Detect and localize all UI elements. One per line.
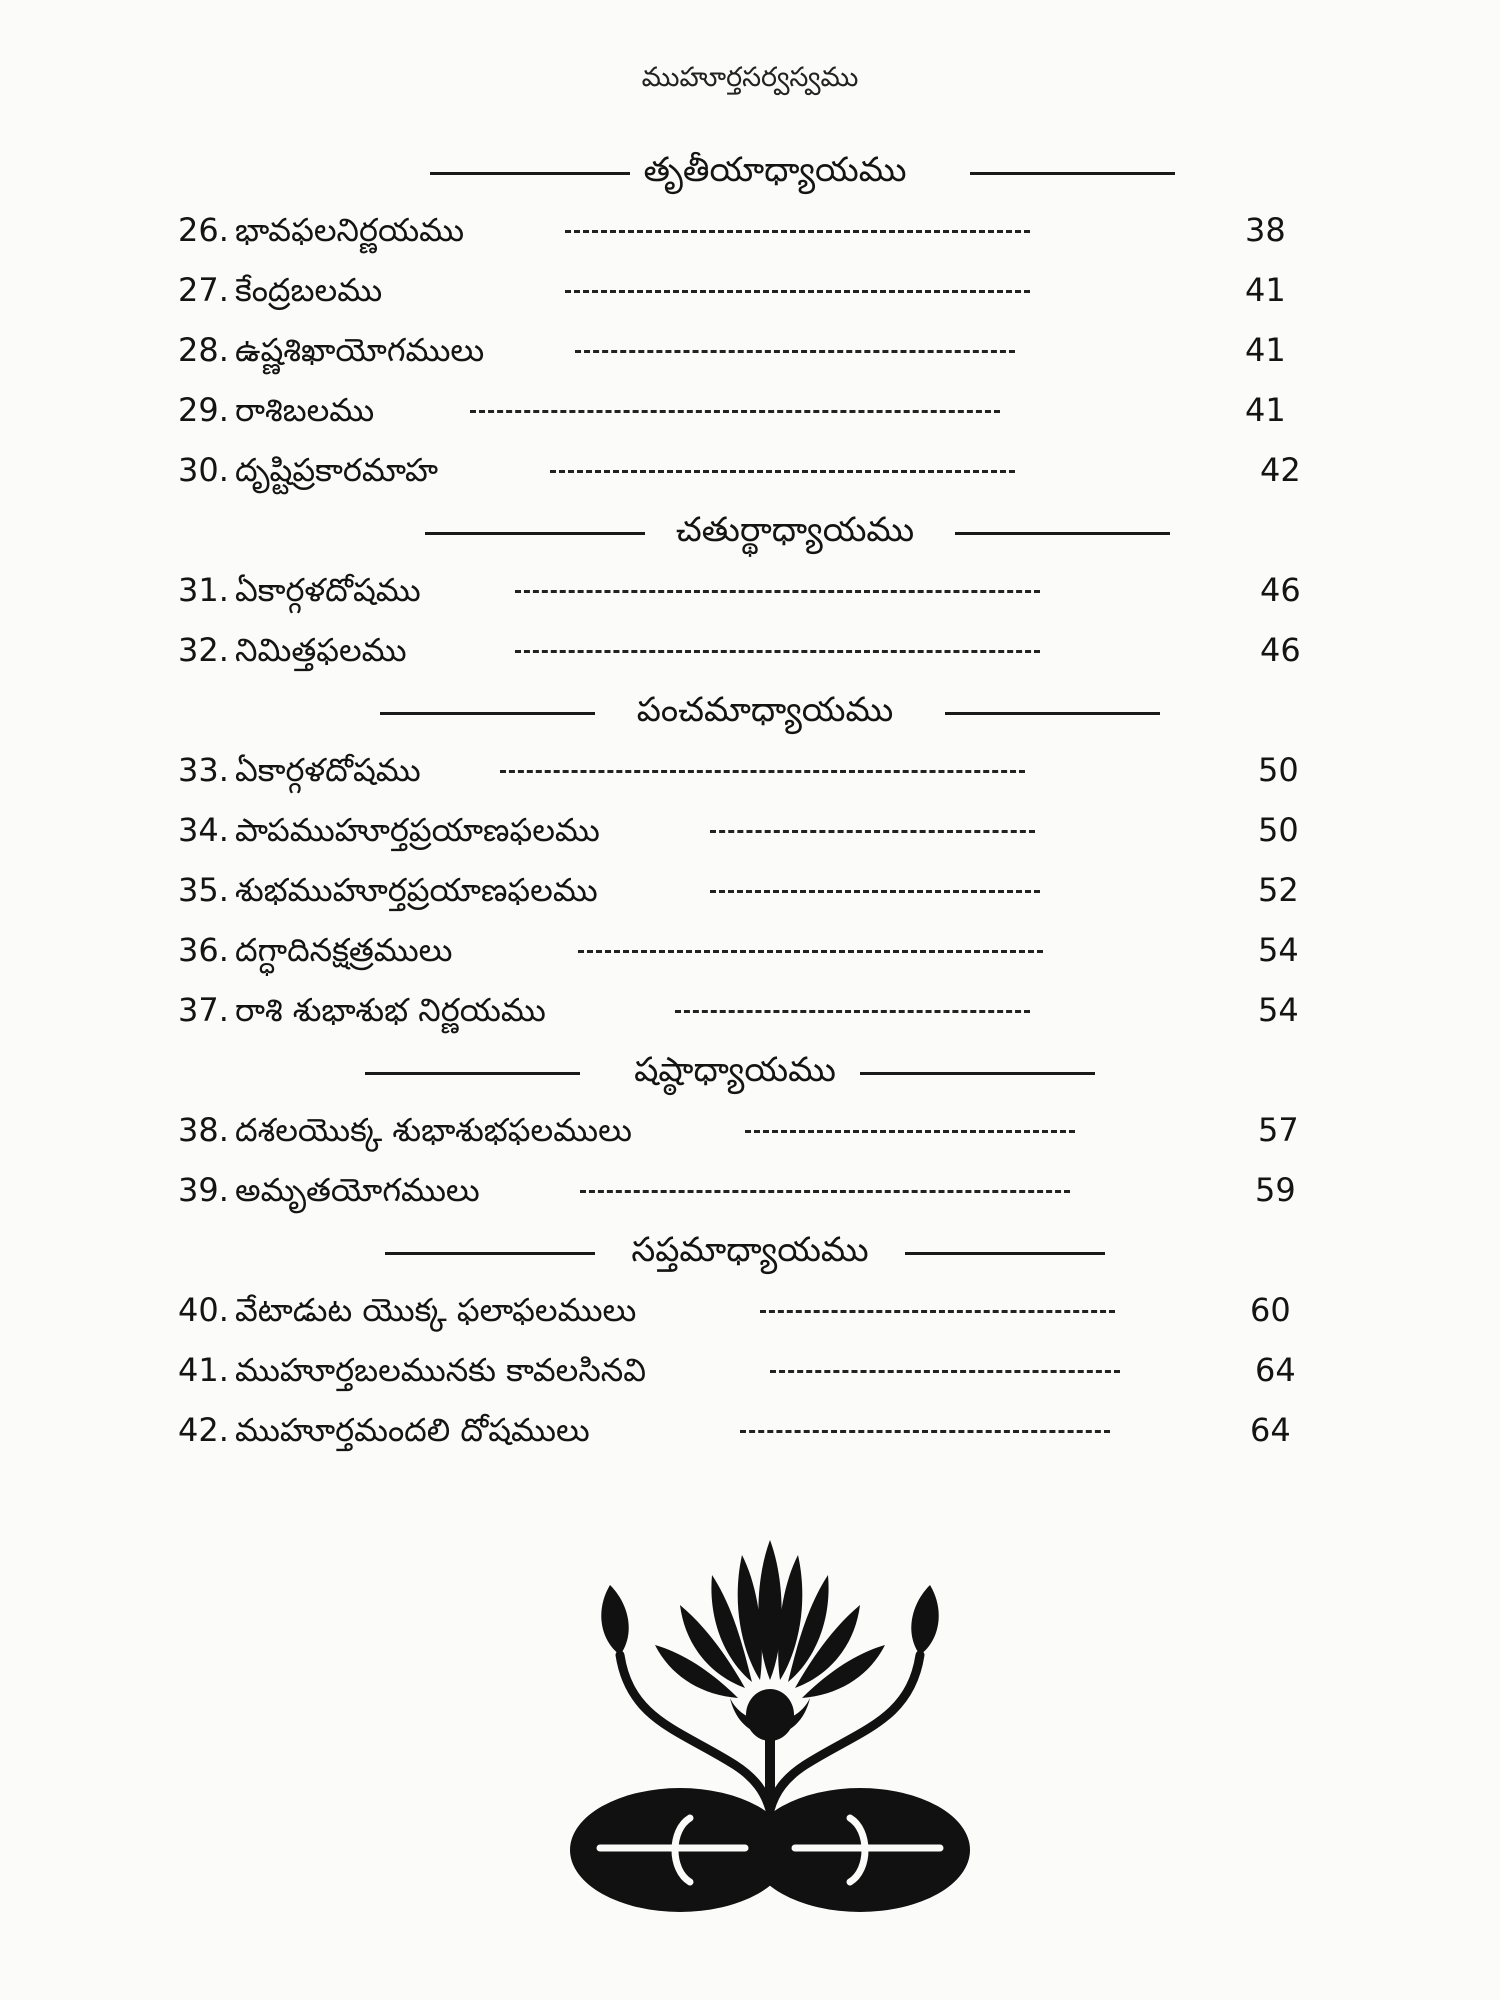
toc-entry[interactable] [0, 1350, 1500, 1406]
toc-entry[interactable] [0, 450, 1500, 506]
entry-number: 42. [178, 1411, 229, 1449]
dot-leader [578, 950, 1043, 953]
entry-title: దశలయొక్క శుభాశుభఫలములు [235, 1111, 632, 1149]
section-title: తృతీయాధ్యాయము [643, 150, 907, 190]
dot-leader [515, 590, 1040, 593]
section-heading [0, 150, 1500, 206]
dash-right [970, 172, 1175, 175]
entry-title: శుభముహూర్తప్రయాణఫలము [235, 871, 598, 909]
entry-title: ముహూర్తమందలి దోషములు [235, 1411, 590, 1449]
toc-entry[interactable] [0, 630, 1500, 686]
entry-number: 39. [178, 1171, 229, 1209]
entry-title: రాశిబలము [235, 391, 375, 429]
entry-title: భావఫలనిర్ణయము [235, 211, 465, 249]
entry-number: 33. [178, 751, 229, 789]
entry-title: కేంద్రబలము [235, 271, 383, 309]
entry-title: ఏకార్గళదోషము [235, 751, 421, 789]
dot-leader [470, 410, 1000, 413]
toc-entry[interactable] [0, 990, 1500, 1046]
dash-right [955, 532, 1170, 535]
page-number: 42 [1260, 451, 1301, 489]
section-title: పంచమాధ్యాయము [636, 690, 894, 730]
dot-leader [770, 1370, 1120, 1373]
entry-number: 35. [178, 871, 229, 909]
entry-title: నిమిత్తఫలము [235, 631, 407, 669]
section-title: చతుర్థాధ్యాయము [675, 510, 915, 550]
toc-entry[interactable] [0, 570, 1500, 626]
entry-number: 36. [178, 931, 229, 969]
entry-title: పాపముహూర్తప్రయాణఫలము [235, 811, 600, 849]
dash-left [365, 1072, 580, 1075]
section-heading [0, 690, 1500, 746]
entry-number: 26. [178, 211, 229, 249]
toc-entry[interactable] [0, 270, 1500, 326]
dash-left [380, 712, 595, 715]
entry-title: దృష్టిప్రకారమాహ [235, 451, 439, 489]
entry-number: 34. [178, 811, 229, 849]
dot-leader [760, 1310, 1115, 1313]
page-number: 50 [1258, 811, 1299, 849]
entry-title: వేటాడుట యొక్క ఫలాఫలములు [235, 1291, 637, 1329]
page-number: 41 [1245, 391, 1286, 429]
dash-right [860, 1072, 1095, 1075]
page-number: 57 [1258, 1111, 1299, 1149]
page-number: 50 [1258, 751, 1299, 789]
dash-left [385, 1252, 595, 1255]
section-heading [0, 510, 1500, 566]
table-of-contents [0, 150, 1500, 1450]
section-title: షష్ఠాధ్యాయము [634, 1050, 836, 1090]
toc-entry[interactable] [0, 210, 1500, 266]
dot-leader [675, 1010, 1030, 1013]
toc-entry[interactable] [0, 1170, 1500, 1226]
section-heading [0, 1050, 1500, 1106]
entry-title: ఏకార్గళదోషము [235, 571, 421, 609]
page-number: 59 [1255, 1171, 1296, 1209]
page-number: 54 [1258, 991, 1299, 1029]
dash-left [425, 532, 645, 535]
toc-entry[interactable] [0, 330, 1500, 386]
dot-leader [710, 830, 1035, 833]
page-number: 38 [1245, 211, 1286, 249]
entry-number: 32. [178, 631, 229, 669]
entry-number: 30. [178, 451, 229, 489]
page-number: 41 [1245, 331, 1286, 369]
toc-entry[interactable] [0, 1110, 1500, 1166]
dot-leader [580, 1190, 1070, 1193]
toc-entry[interactable] [0, 1290, 1500, 1346]
page-number: 52 [1258, 871, 1299, 909]
entry-number: 31. [178, 571, 229, 609]
toc-entry[interactable] [0, 390, 1500, 446]
page-number: 64 [1255, 1351, 1296, 1389]
entry-number: 29. [178, 391, 229, 429]
toc-entry[interactable] [0, 810, 1500, 866]
page-number: 54 [1258, 931, 1299, 969]
running-header: ముహూర్తసర్వస్వము [641, 62, 859, 93]
dash-right [905, 1252, 1105, 1255]
page-number: 46 [1260, 631, 1301, 669]
entry-number: 27. [178, 271, 229, 309]
dot-leader [565, 230, 1030, 233]
page-number: 60 [1250, 1291, 1291, 1329]
dot-leader [500, 770, 1025, 773]
dash-left [430, 172, 630, 175]
entry-number: 40. [178, 1291, 229, 1329]
dot-leader [515, 650, 1040, 653]
dot-leader [565, 290, 1030, 293]
dot-leader [745, 1130, 1075, 1133]
toc-entry[interactable] [0, 1410, 1500, 1466]
dot-leader [740, 1430, 1110, 1433]
entry-title: దగ్ధాదినక్షత్రములు [235, 931, 453, 969]
page-number: 41 [1245, 271, 1286, 309]
dash-right [945, 712, 1160, 715]
entry-title: ఉష్ణశిఖాయోగములు [235, 331, 485, 369]
toc-entry[interactable] [0, 930, 1500, 986]
section-title: సప్తమాధ్యాయము [631, 1230, 869, 1270]
toc-entry[interactable] [0, 750, 1500, 806]
dot-leader [710, 890, 1040, 893]
entry-number: 41. [178, 1351, 229, 1389]
lotus-ornament-icon [560, 1530, 980, 1920]
dot-leader [575, 350, 1015, 353]
section-heading [0, 1230, 1500, 1286]
page-number: 64 [1250, 1411, 1291, 1449]
entry-number: 38. [178, 1111, 229, 1149]
entry-title: ముహూర్తబలమునకు కావలసినవి [235, 1351, 647, 1389]
entry-number: 37. [178, 991, 229, 1029]
dot-leader [550, 470, 1015, 473]
entry-title: రాశి శుభాశుభ నిర్ణయము [235, 991, 546, 1029]
entry-title: అమృతయోగములు [235, 1171, 480, 1209]
entry-number: 28. [178, 331, 229, 369]
toc-entry[interactable] [0, 870, 1500, 926]
page-number: 46 [1260, 571, 1301, 609]
